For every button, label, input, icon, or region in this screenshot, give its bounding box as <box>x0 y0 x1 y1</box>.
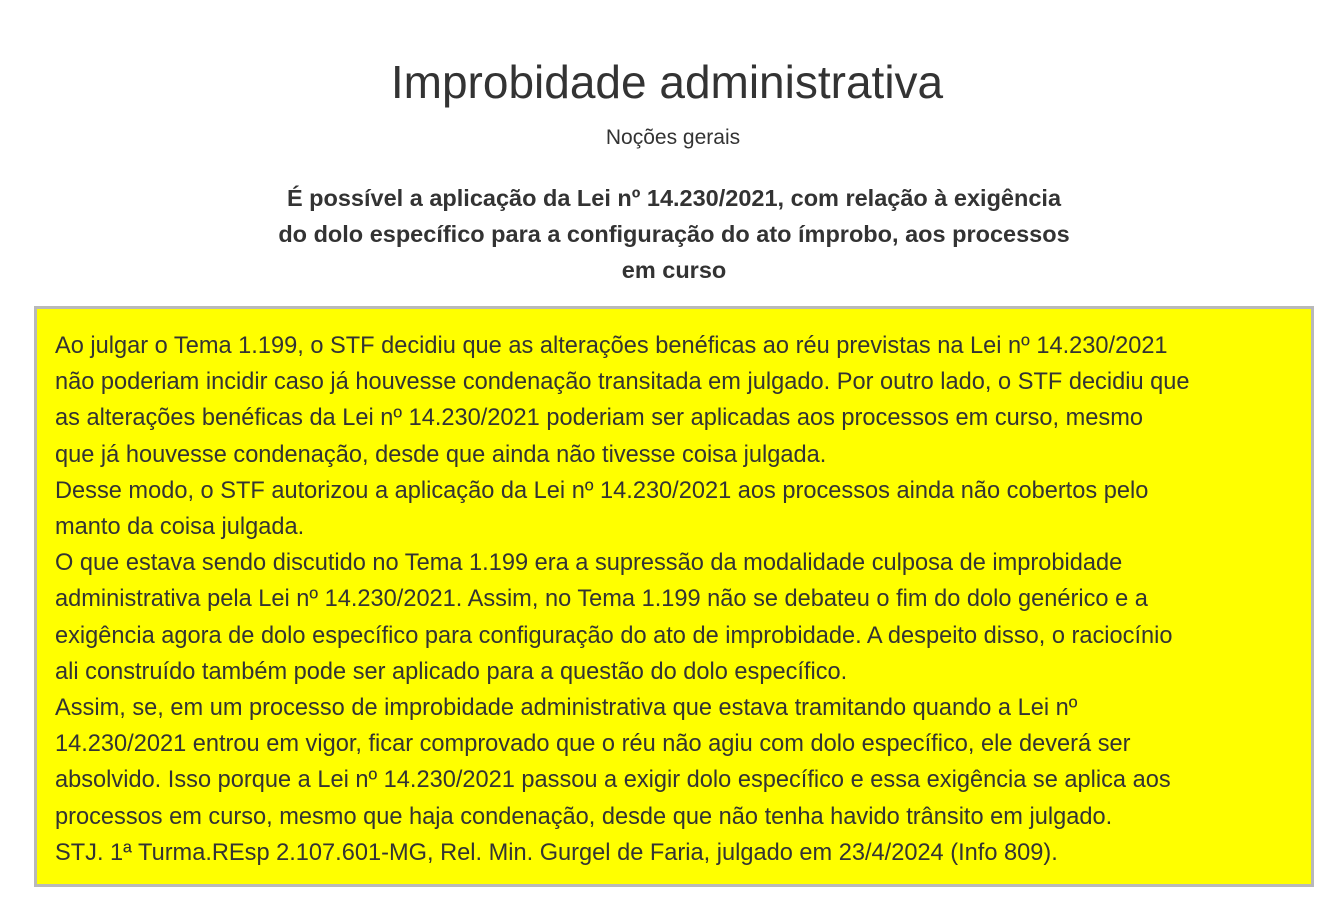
summary-line: Ao julgar o Tema 1.199, o STF decidiu que as alterações benéficas ao réu previstas na Lei nº 14.230/2021 <box>55 333 1168 359</box>
headline-line: É possível a aplicação da Lei nº 14.230/2021, com relação à exigência <box>286 185 1062 211</box>
headline-line: do dolo específico para a configuração do ato ímprobo, aos processos <box>278 221 1070 247</box>
summary-citation: STJ. 1ª Turma.REsp 2.107.601-MG, Rel. Min. Gurgel de Faria, julgado em 23/4/2024 (Info 809). <box>55 839 1058 866</box>
summary-line: administrativa pela Lei nº 14.230/2021. Assim, no Tema 1.199 não se debateu o fim do dolo genérico e a <box>55 586 1148 613</box>
summary-line: Desse modo, o STF autorizou a aplicação da Lei nº 14.230/2021 aos processos ainda não cobertos pelo <box>55 477 1149 504</box>
summary-box <box>34 306 1314 887</box>
summary-line: absolvido. Isso porque a Lei nº 14.230/2021 passou a exigir dolo específico e essa exigência se aplica aos <box>55 767 1171 794</box>
summary-line: 14.230/2021 entrou em vigor, ficar comprovado que o réu não agiu com dolo específico, ele deverá ser <box>55 731 1131 758</box>
summary-line: que já houvesse condenação, desde que ainda não tivesse coisa julgada. <box>55 441 827 468</box>
headline <box>250 180 1098 288</box>
summary-line: manto da coisa julgada. <box>55 514 305 541</box>
headline-line: em curso <box>621 257 727 283</box>
summary-line: Assim, se, em um processo de improbidade administrativa que estava tramitando quando a Lei nº <box>55 695 1078 722</box>
summary-line: O que estava sendo discutido no Tema 1.199 era a supressão da modalidade culposa de improbidade <box>55 550 1123 577</box>
page-subtitle: Noções gerais <box>605 126 741 149</box>
summary-line: as alterações benéficas da Lei nº 14.230/2021 poderiam ser aplicadas aos processos em curso, mesmo <box>55 405 1143 432</box>
page-title: Improbidade administrativa <box>390 56 944 108</box>
summary-line: exigência agora de dolo específico para configuração do ato de improbidade. A despeito disso, o raciocínio <box>55 622 1173 649</box>
summary-line: não poderiam incidir caso já houvesse condenação transitada em julgado. Por outro lado, o STF decidiu que <box>55 369 1190 396</box>
summary-line: processos em curso, mesmo que haja condenação, desde que não tenha havido trânsito em julgado. <box>55 803 1113 830</box>
summary-line: ali construído também pode ser aplicado para a questão do dolo específico. <box>55 658 848 685</box>
